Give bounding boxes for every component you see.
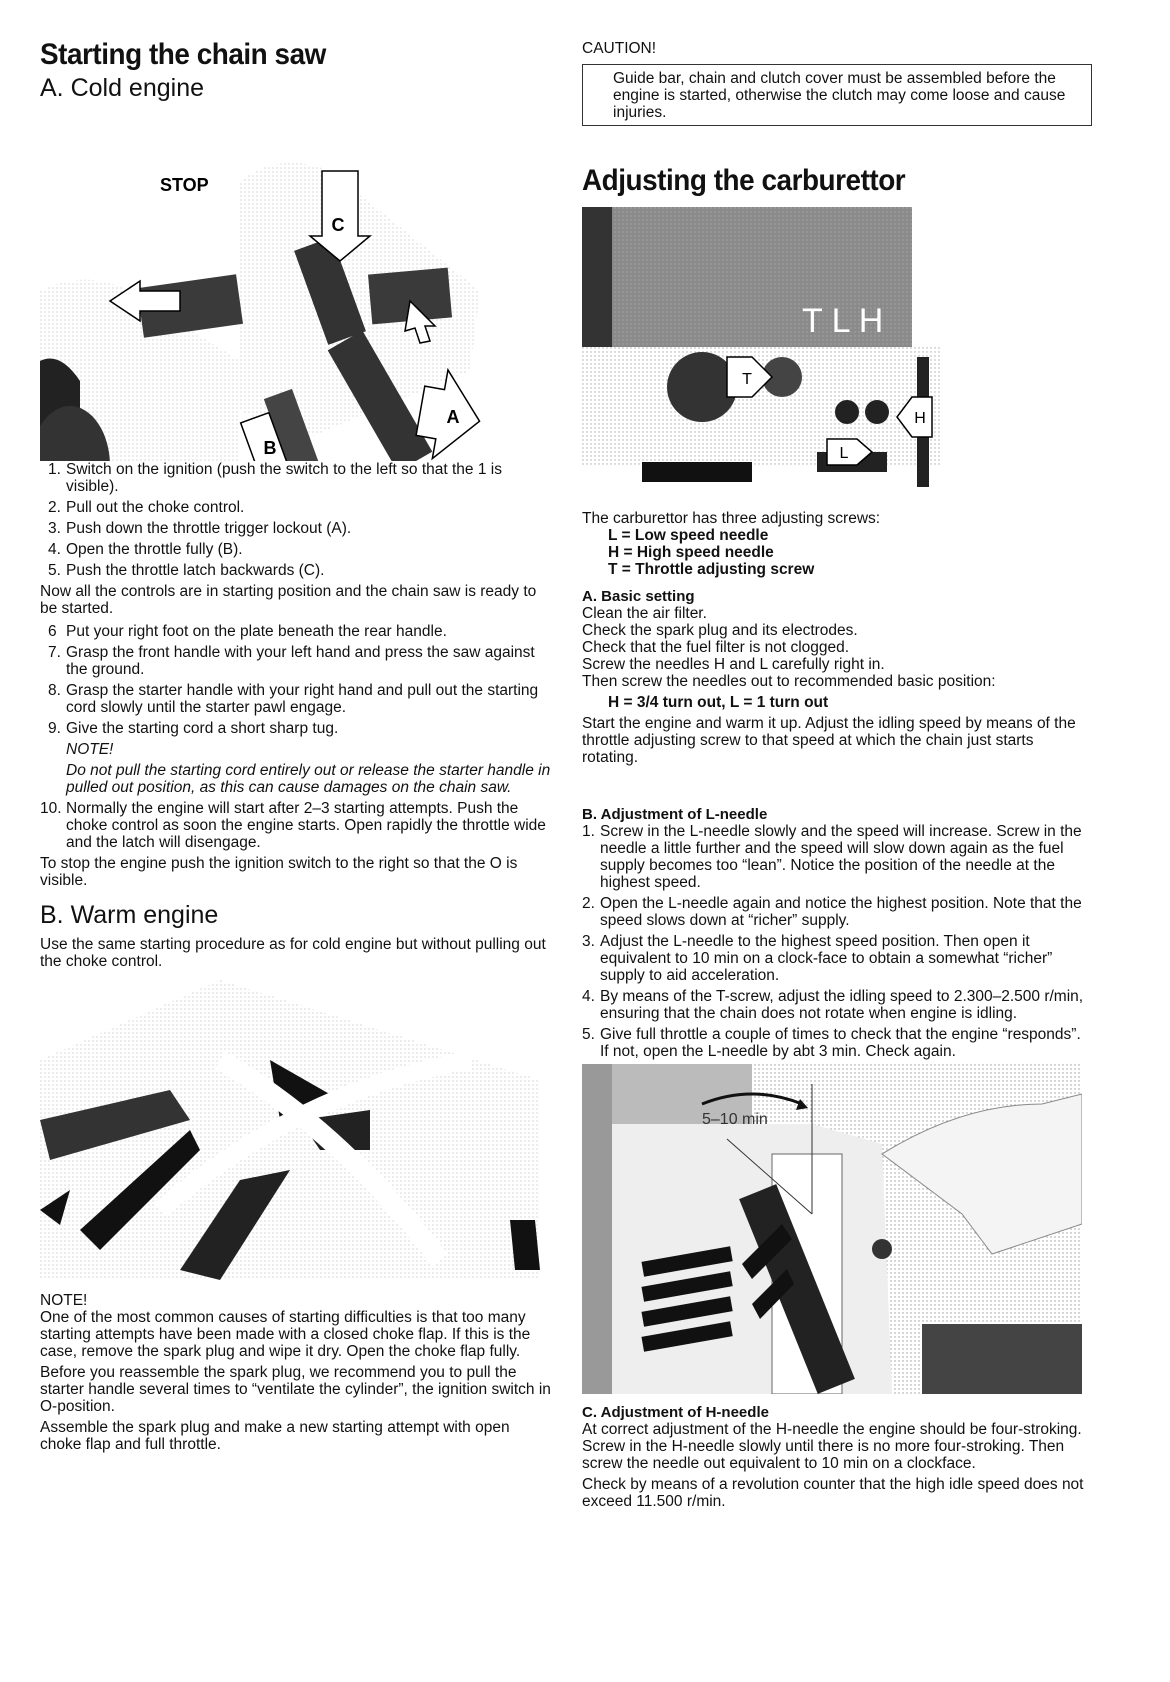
basic-line: Check the spark plug and its electrodes. xyxy=(582,622,858,639)
warm-engine-figure xyxy=(40,980,540,1280)
page-title: Starting the chain saw xyxy=(40,38,326,71)
start-steps-list xyxy=(40,623,555,737)
warm-engine-heading: B. Warm engine xyxy=(40,900,219,929)
basic-line: Then screw the needles out to recommended basic position: xyxy=(582,673,996,690)
list-item: 3. Push down the throttle trigger lockout (A). xyxy=(48,519,352,537)
h-needle-text-2: Check by means of a revolution counter that the high idle speed does not exceed 11.500 r/min. xyxy=(582,1476,1084,1510)
basic-line: Check that the fuel filter is not clogged. xyxy=(582,639,850,656)
screws-list xyxy=(582,527,1092,578)
list-item: 1. Screw in the L-needle slowly and the speed will increase. Screw in the needle a little further and the speed will slow down again as the fuel supply becomes too “lean”. Notice the position of the needle at the highest speed. xyxy=(582,823,1082,891)
label-stop: STOP xyxy=(160,174,209,195)
list-item: 9. Give the starting cord a short sharp tug. xyxy=(48,719,339,737)
list-item: L = Low speed needle xyxy=(608,527,769,544)
list-item: 10. Normally the engine will start after 2–3 starting attempts. Push the choke control as soon the engine starts. Open rapidly the throttle wide and the latch will disengage. xyxy=(40,799,546,851)
basic-after: Start the engine and warm it up. Adjust the idling speed by means of the throttle adjusting screw to that speed at which the chain just starts rotating. xyxy=(582,715,1076,766)
basic-setting-heading: A. Basic setting xyxy=(582,588,695,605)
basic-line: Screw the needles H and L carefully right in. xyxy=(582,656,885,673)
label-a: A xyxy=(446,406,460,427)
list-item: 5. Push the throttle latch backwards (C). xyxy=(48,561,325,579)
note-label: NOTE! xyxy=(66,740,114,758)
note2-paragraph-3: Assemble the spark plug and make a new starting attempt with open choke flap and full throttle. xyxy=(40,1418,510,1453)
label-b: B xyxy=(263,437,277,458)
h-needle-text: At correct adjustment of the H-needle the engine should be four-stroking. Screw in the H-needle slowly until there is no more four-stroking. Then screw the needle out equivalent to 10 min on a clockface. xyxy=(582,1421,1082,1472)
note2-paragraph-1: One of the most common causes of starting difficulties is that too many starting attempts have been made with a closed choke flap. If this is the case, remove the spark plug and wipe it dry. Open the choke flap fully. xyxy=(40,1308,531,1360)
caution-label: CAUTION! xyxy=(582,40,657,57)
warm-text: Use the same starting procedure as for cold engine but without pulling out the choke control. xyxy=(40,935,546,970)
basic-position: H = 3/4 turn out, L = 1 turn out xyxy=(608,694,829,711)
list-item: 3. Adjust the L-needle to the highest speed position. Then open it equivalent to 10 min on a clock-face to obtain a somewhat “richer” supply to aid acceleration. xyxy=(582,933,1053,984)
list-item: 2. Open the L-needle again and notice the highest position. Note that the speed slows down at “richer” supply. xyxy=(582,895,1082,929)
list-item: H = High speed needle xyxy=(608,544,774,561)
list-item: 4. Open the throttle fully (B). xyxy=(48,540,243,558)
cold-engine-figure xyxy=(40,111,540,461)
note-text: Do not pull the starting cord entirely out or release the starter handle in pulled out position, as this can cause damages on the chain saw. xyxy=(66,761,551,796)
list-item: 1. Switch on the ignition (push the switch to the left so that the 1 is visible). xyxy=(48,460,502,495)
list-item: 7. Grasp the front handle with your left hand and press the saw against the ground. xyxy=(48,643,535,678)
l-needle-heading: B. Adjustment of L-needle xyxy=(582,806,768,823)
cold-engine-heading: A. Cold engine xyxy=(40,74,205,102)
note2-label: NOTE! xyxy=(40,1291,88,1309)
carb-intro: The carburettor has three adjusting screws: xyxy=(582,510,881,527)
cold-steps-list xyxy=(40,461,555,579)
list-item: 4. By means of the T-screw, adjust the idling speed to 2.300–2.500 r/min, ensuring that the chain does not rotate when engine is idling. xyxy=(582,988,1084,1022)
step-10-list xyxy=(40,800,555,851)
h-needle-heading: C. Adjustment of H-needle xyxy=(582,1404,769,1421)
tlh-marking: T L H xyxy=(802,302,884,340)
list-item: T = Throttle adjusting screw xyxy=(608,561,815,578)
label-c: C xyxy=(331,214,345,235)
label-t: T xyxy=(742,371,752,388)
basic-line: Clean the air filter. xyxy=(582,605,707,622)
right-column xyxy=(582,40,1092,1510)
min-label: 5–10 min xyxy=(702,1111,768,1128)
note2-paragraph-2: Before you reassemble the spark plug, we recommend you to pull the starter handle several times to “ventilate the cylinder”, the ignition switch in O-position. xyxy=(40,1363,551,1415)
label-l: L xyxy=(839,445,849,462)
caution-box xyxy=(582,64,1092,126)
label-h: H xyxy=(914,410,926,427)
carburettor-figure xyxy=(582,207,962,492)
carburettor-title: Adjusting the carburettor xyxy=(582,164,906,197)
list-item: 5. Give full throttle a couple of times to check that the engine “responds”. If not, open the L-needle by abt 3 min. Check again. xyxy=(582,1026,1081,1060)
l-needle-figure xyxy=(582,1064,1082,1394)
ready-text: Now all the controls are in starting position and the chain saw is ready to be started. xyxy=(40,582,537,617)
list-item: 8. Grasp the starter handle with your right hand and pull out the starting cord slowly until the starter pawl engage. xyxy=(48,681,539,716)
l-needle-steps xyxy=(582,823,1092,1060)
caution-text: Guide bar, chain and clutch cover must be assembled before the engine is started, otherwise the clutch may come loose and cause injuries. xyxy=(613,70,1066,121)
list-item: 6 Put your right foot on the plate beneath the rear handle. xyxy=(48,622,447,640)
list-item: 2. Pull out the choke control. xyxy=(48,498,245,516)
left-column xyxy=(40,38,555,1453)
stop-text: To stop the engine push the ignition switch to the right so that the O is visible. xyxy=(40,854,518,889)
